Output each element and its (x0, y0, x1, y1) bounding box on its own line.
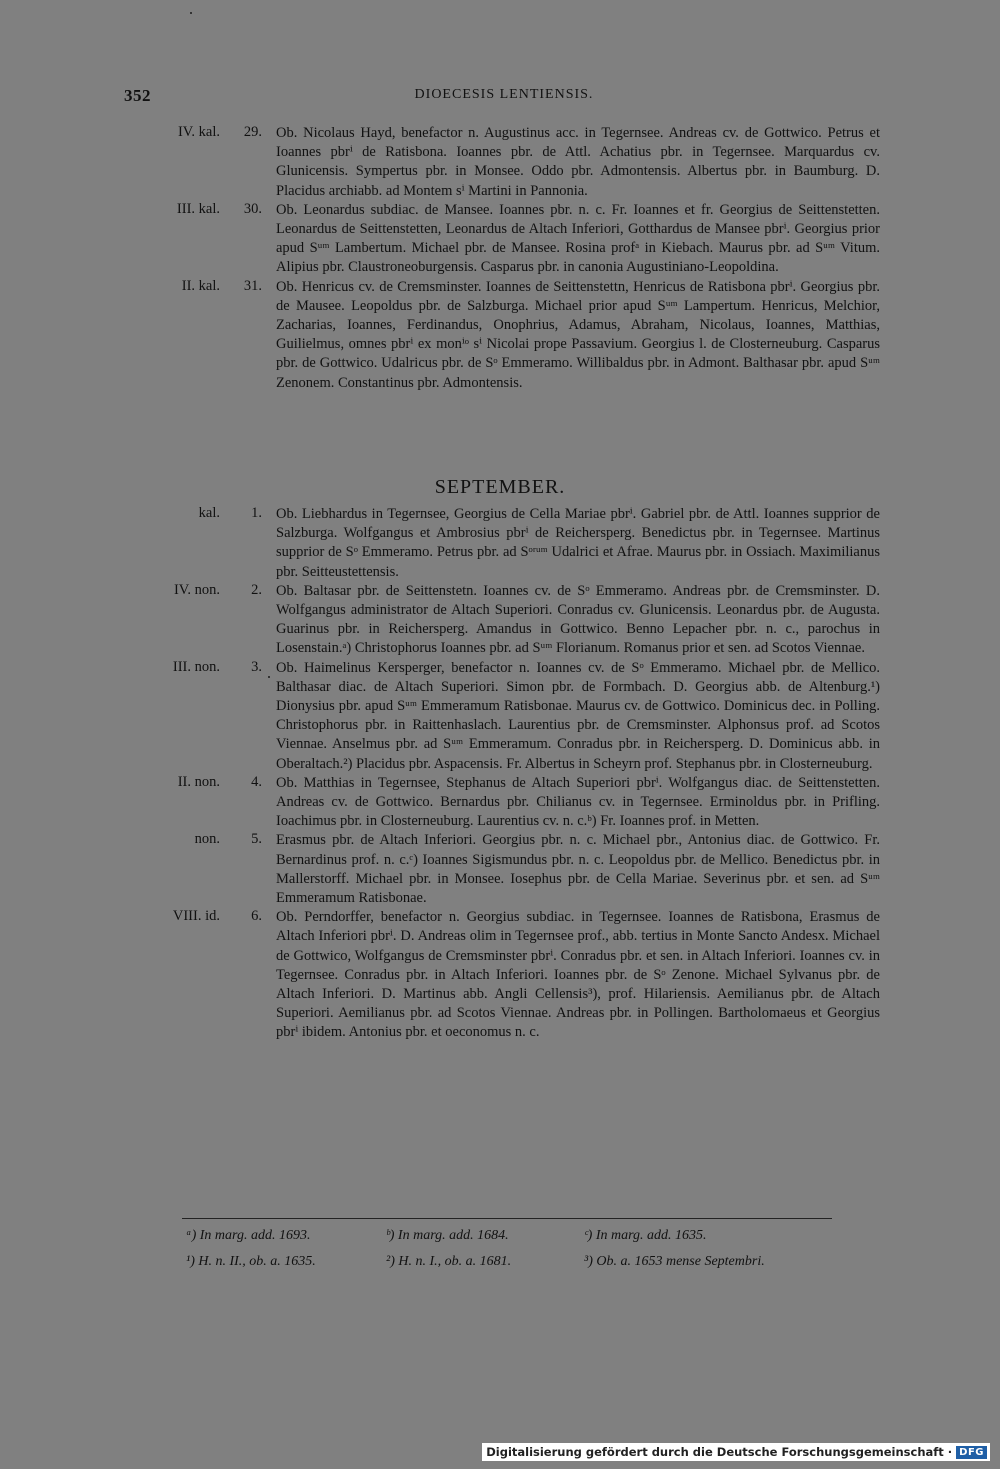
calendar-entry (0, 124, 1000, 201)
footnote-row-numbers (186, 1254, 886, 1280)
footnote-row-letters (186, 1228, 886, 1254)
footnote-a: ᵃ) In marg. add. 1693. (186, 1228, 311, 1243)
entry-day-number: 3. (251, 658, 262, 675)
running-head: DIOECESIS LENTIENSIS. (414, 87, 594, 102)
footnote-rule (182, 1218, 832, 1219)
footnote-c: ᶜ) In marg. add. 1635. (584, 1228, 707, 1243)
calendar-entry (0, 831, 1000, 908)
calendar-entry (0, 582, 1000, 659)
entry-day-number: 5. (251, 831, 262, 848)
footnotes (186, 1228, 886, 1280)
entry-date: II. kal. (181, 277, 220, 294)
entry-date: II. non. (177, 773, 220, 790)
entry-text: Ob. Henricus cv. de Cremsminster. Ioannes de Seittenstettn, Henricus de Ratisbona pbrⁱ. Georgius pbr. de Mausee. Leopoldus pbr. de Salzburga. Michael prior apud Sᵘᵐ Lampertum. Henricus, Melchior, Zacharias, Ioannes, Ferdinandus, Onophrius, Adamus, Abraham, Nicolaus, Ioannes, Matthias, Guilielmus, omnes pbrⁱ ex monⁱᵒ sⁱ Nicolai prope Passavium. Georgius l. de Closterneuburg. Casparus pbr. de Gottwico. Udalricus pbr. de Sᵒ Emmeramo. Willibaldus pbr. in Admont. Balthasar pbr. apud Sᵘᵐ Zenonem. Constantinus pbr. Admontensis. (276, 278, 880, 391)
entry-text: Erasmus pbr. de Altach Inferiori. Georgius pbr. n. c. Michael pbr., Antonius diac. de Gottwico. Fr. Bernardinus prof. n. c.ᶜ) Ioannes Sigismundus pbr. n. c. Leopoldus pbr. de Mellico. Benedictus pbr. in Mallerstorff. Michael pbr. in Monsee. Iosephus pbr. de Cella Mariae. Severinus pbr. et sen. ad Sᵘᵐ Emmeramum Ratisbonae. (276, 832, 880, 907)
august-entries (0, 124, 1000, 393)
entry-date: non. (194, 831, 220, 848)
entry-text: Ob. Liebhardus in Tegernsee, Georgius de Cella Mariae pbrⁱ. Gabriel pbr. de Attl. Ioannes supprior de Salzburga. Wolfgangus et Ambrosius pbrⁱ de Reichersperg. Benedictus pbr. in Tegernsee. Martinus supprior de Sᵒ Emmeramo. Petrus pbr. ad Sᵒʳᵘᵐ Udalrici et Afrae. Maurus pbr. in Ossiach. Maximilianus pbr. Seitteustettensis. (276, 506, 880, 580)
entry-day-number: 1. (251, 505, 262, 521)
footnote-2: ²) H. n. I., ob. a. 1681. (386, 1254, 512, 1269)
calendar-entry (0, 505, 1000, 582)
entry-date: III. non. (172, 658, 220, 675)
entry-text: Ob. Haimelinus Kersperger, benefactor n. Ioannes cv. de Sᵒ Emmeramo. Michael pbr. de Mellico. Balthasar diac. de Altach Superiori. Simon pbr. de Formbach. D. Georgius abb. de Altenburg.¹) Dionysius pbr. apud Sᵘᵐ Emmeramum Ratisbonae. Maurus cv. de Gottwico. Dominicus dec. in Polling. Christophorus pbr. in Raittenhaslach. Laurentius pbr. de Cremsminster. Alphonsus prof. ad Scotos Viennae. Anselmus pbr. ad Sᵘᵐ Emmeramum. Conradus pbr. in Reichersperg. D. Dominicus abb. in Oberaltach.²) Placidus pbr. Aspacensis. Fr. Albertus in Scheyrn prof. Stephanus pbr. in Closterneuburg. (276, 659, 880, 772)
entry-date: VIII. id. (172, 908, 220, 925)
calendar-entry (0, 774, 1000, 832)
entry-date: III. kal. (176, 200, 220, 217)
entry-day-number: 6. (251, 908, 262, 925)
entry-text: Ob. Leonardus subdiac. de Mansee. Ioannes pbr. n. c. Fr. Ioannes et fr. Georgius de Seittenstetten. Leonardus de Seittenstetten, Leonardus de Altach Inferiori, Gotthardus de Mansee pbrⁱ. Georgius prior apud Sᵘᵐ Lambertum. Michael pbr. de Mansee. Rosina profᵃ in Kiebach. Maurus pbr. ad Sᵘᵐ Vitum. Alipius pbr. Claustroneoburgensis. Casparus pbr. in canonia Augustiniano-Leopoldina. (276, 201, 880, 276)
entry-day-number: 30. (243, 200, 262, 217)
footnote-1: ¹) H. n. II., ob. a. 1635. (186, 1254, 316, 1269)
footnote-3: ³) Ob. a. 1653 mense Septembri. (584, 1254, 765, 1269)
entry-day-number: 2. (251, 581, 262, 598)
dfg-logo-icon: DFG (956, 1446, 987, 1459)
footnote-b: ᵇ) In marg. add. 1684. (386, 1228, 509, 1243)
entry-date: IV. kal. (177, 124, 220, 140)
entry-date: kal. (198, 505, 220, 521)
funding-text: Digitalisierung gefördert durch die Deutsche Forschungsgemeinschaft · (486, 1445, 953, 1459)
entry-day-number: 31. (243, 277, 262, 294)
page-number: 352 (124, 86, 151, 105)
calendar-entry (0, 201, 1000, 278)
entry-text: Ob. Perndorffer, benefactor n. Georgius subdiac. in Tegernsee. Ioannes de Ratisbona, Erasmus de Altach Inferiori pbrⁱ. D. Andreas olim in Tegernsee prof., abb. tertius in Monte Sancto Andesx. Michael de Gottwico, Wolfgangus de Cremsminster pbrⁱ. Conradus pbr. et sen. in Altach Inferiori. Ioannes cv. in Tegernsee. Conradus pbr. in Altach Inferiori. Ioannes pbr. de Sᵒ Zenone. Michael Sylvanus pbr. de Altach Inferiori. D. Martinus abb. Angli Cellensis³), prof. Hilariensis. Aemilianus pbr. de Altach Superiori. Aemilianus pbr. ad Scotos Viennae. Andreas pbr. in Pollingen. Bartholomaeus et Georgius pbrⁱ ibidem. Antonius pbr. et oeconomus n. c. (276, 909, 880, 1041)
entry-text: Ob. Baltasar pbr. de Seittenstetn. Ioannes cv. de Sᵒ Emmeramo. Andreas pbr. de Cremsminster. D. Wolfgangus administrator de Altach Superiori. Conradus cv. Glunicensis. Leonardus pbr. de Augusta. Guarinus pbr. in Reichersperg. Amandus in Gottwico. Benno Lepacher pbr. n. c., parochus in Losenstain.ᵃ) Christophorus Ioannes pbr. ad Sᵘᵐ Florianum. Romanus prior et sen. ad Scotos Viennae. (276, 582, 880, 657)
month-heading: SEPTEMBER. (434, 476, 566, 498)
page-header (124, 86, 884, 110)
scan-speck (268, 676, 270, 678)
entry-day-number: 29. (243, 124, 262, 140)
dfg-funding-banner[interactable] (482, 1443, 990, 1461)
entry-text: Ob. Matthias in Tegernsee, Stephanus de Altach Superiori pbrⁱ. Wolfgangus diac. de Seittenstetten. Andreas cv. de Gottwico. Bernardus pbr. Chilianus cv. in Tegernsee. Erminoldus pbr. in Prifling. Ioachimus pbr. in Closterneuburg. Laurentius cv. n. c.ᵇ) Fr. Ioannes prof. in Metten. (276, 774, 880, 830)
entry-date: IV. non. (173, 581, 220, 598)
scan-speck (190, 12, 192, 14)
september-entries (0, 505, 1000, 1043)
calendar-entry (0, 659, 1000, 774)
entry-text: Ob. Nicolaus Hayd, benefactor n. Augustinus acc. in Tegernsee. Andreas cv. de Gottwico. Petrus et Ioannes pbrⁱ de Ratisbona. Ioannes pbr. de Attl. Achatius pbr. in Tegernsee. Marquardus cv. Glunicensis. Sympertus pbr. in Monsee. Oddo pbr. Admontensis. Albertus pbr. in Baumburg. D. Placidus archiabb. ad Montem sⁱ Martini in Pannonia. (276, 125, 880, 199)
entry-day-number: 4. (251, 773, 262, 790)
calendar-entry (0, 278, 1000, 393)
calendar-entry (0, 908, 1000, 1042)
